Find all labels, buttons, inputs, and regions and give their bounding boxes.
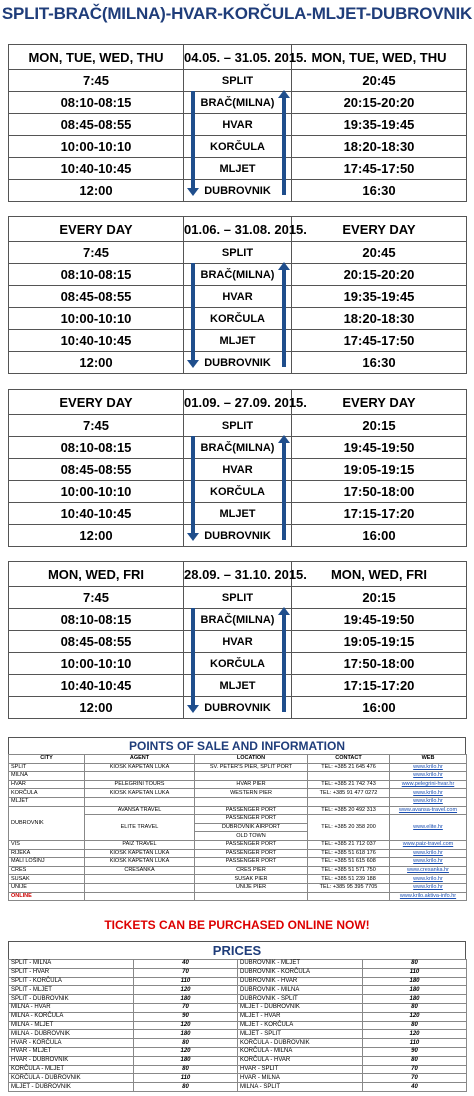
- departure-time: 7:45: [9, 415, 184, 437]
- departure-time: 12:00: [9, 180, 184, 202]
- departure-time: 10:00-10:10: [9, 481, 184, 503]
- price: 180: [134, 1056, 238, 1065]
- pos-city: SUSAK: [9, 875, 85, 884]
- schedule-row: [9, 352, 467, 374]
- days-outbound: MON, TUE, WED, THU: [9, 45, 184, 70]
- route: MLJET - KORČULA: [238, 1021, 363, 1030]
- departure-time: 7:45: [9, 242, 184, 264]
- price: 180: [363, 995, 467, 1004]
- pos-city: MLJET: [9, 797, 85, 806]
- days-return: EVERY DAY: [292, 217, 467, 242]
- station: HVAR: [184, 631, 292, 653]
- arrow-up-icon: [282, 614, 286, 712]
- arrow-down-icon: [191, 91, 195, 189]
- station: MLJET: [184, 158, 292, 180]
- schedule-row: [9, 136, 467, 158]
- route: DUBROVNIK - KORČULA: [238, 968, 363, 977]
- station: KORČULA: [184, 136, 292, 158]
- price: 80: [363, 1021, 467, 1030]
- pos-row: [9, 892, 467, 901]
- schedule-row: [9, 587, 467, 609]
- pos-web-link[interactable]: www.krilo.hr: [390, 797, 467, 806]
- pos-contact: [308, 797, 390, 806]
- schedule-row: [9, 330, 467, 352]
- pos-location: PASSENGER PORT: [195, 849, 308, 858]
- route: SPLIT - DUBROVNIK: [9, 995, 134, 1004]
- pos-contact: [308, 892, 390, 901]
- schedule-row: [9, 415, 467, 437]
- return-time: 17:45-17:50: [292, 158, 467, 180]
- station: MLJET: [184, 675, 292, 697]
- schedule-row: [9, 459, 467, 481]
- pos-row: [9, 772, 467, 781]
- pos-web-link[interactable]: www.elite.hr: [390, 815, 467, 841]
- route: KORČULA - HVAR: [238, 1056, 363, 1065]
- route: MLJET - SPLIT: [238, 1030, 363, 1039]
- price: 180: [363, 977, 467, 986]
- route: DUBROVNIK - SPLIT: [238, 995, 363, 1004]
- departure-time: 10:00-10:10: [9, 308, 184, 330]
- price: 80: [363, 1003, 467, 1012]
- pos-location: SV. PETER'S PIER, SPLIT PORT: [195, 763, 308, 772]
- pos-web-link[interactable]: www.krilo.hr: [390, 789, 467, 798]
- price: 110: [134, 977, 238, 986]
- days-outbound: EVERY DAY: [9, 390, 184, 415]
- schedule-row: [9, 481, 467, 503]
- return-time: 17:50-18:00: [292, 481, 467, 503]
- pos-web-link[interactable]: www.krilo.hr: [390, 849, 467, 858]
- route: MILNA - SPLIT: [238, 1083, 363, 1092]
- price: 70: [134, 968, 238, 977]
- price: 180: [134, 1030, 238, 1039]
- pos-agent: [85, 883, 195, 892]
- pos-web-link[interactable]: www.avansa-travel.com: [390, 806, 467, 815]
- schedule-table: [8, 561, 467, 719]
- schedule-row: [9, 158, 467, 180]
- days-return: MON, WED, FRI: [292, 562, 467, 587]
- return-time: 19:45-19:50: [292, 437, 467, 459]
- route: SPLIT - KORČULA: [9, 977, 134, 986]
- pos-header-row: [9, 755, 467, 764]
- pos-row: [9, 858, 467, 867]
- return-time: 16:30: [292, 180, 467, 202]
- departure-time: 10:00-10:10: [9, 136, 184, 158]
- route: MLJET - DUBROVNIK: [9, 1083, 134, 1092]
- pos-web-link[interactable]: www.pelegrini-hvar.hr: [390, 780, 467, 789]
- pos-city: VIS: [9, 840, 85, 849]
- pos-web-link[interactable]: www.krilo.hr: [390, 883, 467, 892]
- station: BRAČ(MILNA): [184, 609, 292, 631]
- pos-row: [9, 849, 467, 858]
- days-return: EVERY DAY: [292, 390, 467, 415]
- station: BRAČ(MILNA): [184, 437, 292, 459]
- route: SPLIT - MILNA: [9, 960, 134, 969]
- pos-city: HVAR: [9, 780, 85, 789]
- points-of-sale-title: POINTS OF SALE AND INFORMATION: [8, 737, 466, 754]
- pos-agent: KIOSK KAPETAN LUKA: [85, 789, 195, 798]
- schedule-row: [9, 286, 467, 308]
- route: KORČULA - MLJET: [9, 1065, 134, 1074]
- pos-row: [9, 797, 467, 806]
- days-outbound: EVERY DAY: [9, 217, 184, 242]
- pos-web-link[interactable]: www.krilo.hr: [390, 875, 467, 884]
- return-time: 17:15-17:20: [292, 503, 467, 525]
- return-time: 16:00: [292, 525, 467, 547]
- station: MLJET: [184, 330, 292, 352]
- price: 110: [363, 1039, 467, 1048]
- schedule-row: [9, 631, 467, 653]
- price: 70: [363, 1065, 467, 1074]
- pos-agent: [85, 875, 195, 884]
- return-time: 19:35-19:45: [292, 286, 467, 308]
- route: MILNA - MLJET: [9, 1021, 134, 1030]
- pos-agent: KIOSK KAPETAN LUKA: [85, 849, 195, 858]
- route: KORČULA - MILNA: [238, 1047, 363, 1056]
- pos-row: [9, 763, 467, 772]
- pos-contact: TEL: +385 21 742 743: [308, 780, 390, 789]
- pos-city: CRES: [9, 866, 85, 875]
- station: BRAČ(MILNA): [184, 264, 292, 286]
- schedule-row: [9, 180, 467, 202]
- arrow-up-icon: [282, 442, 286, 540]
- points-of-sale-table: [8, 754, 467, 901]
- route: DUBROVNIK - MILNA: [238, 986, 363, 995]
- pos-web-link[interactable]: www.cresanka.hr: [390, 866, 467, 875]
- pos-web-link[interactable]: www.paiz-travel.com: [390, 840, 467, 849]
- price: 90: [134, 1012, 238, 1021]
- price-row: [9, 1003, 467, 1012]
- route: KORČULA - DUBROVNIK: [238, 1039, 363, 1048]
- price-row: [9, 995, 467, 1004]
- route: DUBROVNIK - MLJET: [238, 960, 363, 969]
- pos-agent: PAIZ TRAVEL: [85, 840, 195, 849]
- pos-row: [9, 789, 467, 798]
- pos-row: [9, 780, 467, 789]
- price: 110: [134, 1074, 238, 1083]
- schedule-table: [8, 389, 467, 547]
- pos-city: UNIJE: [9, 883, 85, 892]
- arrow-down-icon: [191, 608, 195, 706]
- schedule-row: [9, 653, 467, 675]
- pos-web-link[interactable]: www.krilo.hr: [390, 772, 467, 781]
- route: DUBROVNIK - HVAR: [238, 977, 363, 986]
- price: 80: [363, 960, 467, 969]
- station: DUBROVNIK: [184, 525, 292, 547]
- return-time: 20:15: [292, 587, 467, 609]
- schedule-table: [8, 216, 467, 374]
- price: 120: [134, 1021, 238, 1030]
- departure-time: 12:00: [9, 697, 184, 719]
- departure-time: 08:10-08:15: [9, 609, 184, 631]
- prices-table: [8, 959, 467, 1092]
- points-of-sale: [8, 737, 466, 901]
- price-row: [9, 977, 467, 986]
- pos-row: [9, 866, 467, 875]
- period: 01.09. – 27.09. 2015.: [184, 390, 292, 415]
- departure-time: 08:45-08:55: [9, 286, 184, 308]
- pos-contact: TEL: +385 20 492 313: [308, 806, 390, 815]
- pos-web-link[interactable]: www.krilo.aktiva-info.hr: [390, 892, 467, 901]
- schedule-row: [9, 697, 467, 719]
- price-row: [9, 1030, 467, 1039]
- pos-location: PASSENGER PORT: [195, 840, 308, 849]
- price: 70: [134, 1003, 238, 1012]
- price: 120: [363, 1030, 467, 1039]
- period: 01.06. – 31.08. 2015.: [184, 217, 292, 242]
- schedule-row: [9, 503, 467, 525]
- pos-location: OLD TOWN: [195, 832, 308, 841]
- prices-title: PRICES: [8, 941, 466, 959]
- price-row: [9, 1056, 467, 1065]
- route: SPLIT - HVAR: [9, 968, 134, 977]
- return-time: 18:20-18:30: [292, 136, 467, 158]
- pos-city: MALI LOŠINJ: [9, 858, 85, 867]
- pos-location: PASSENGER PORT: [195, 815, 308, 824]
- pos-location: CRES PIER: [195, 866, 308, 875]
- pos-city: RIJEKA: [9, 849, 85, 858]
- price-row: [9, 960, 467, 969]
- departure-time: 12:00: [9, 525, 184, 547]
- departure-time: 08:45-08:55: [9, 459, 184, 481]
- pos-location: PASSENGER PORT: [195, 858, 308, 867]
- route: HVAR - KORČULA: [9, 1039, 134, 1048]
- price: 110: [363, 968, 467, 977]
- route: MILNA - DUBROVNIK: [9, 1030, 134, 1039]
- price: 120: [134, 1047, 238, 1056]
- return-time: 16:00: [292, 697, 467, 719]
- pos-location: PASSENGER PORT: [195, 806, 308, 815]
- departure-time: 08:45-08:55: [9, 114, 184, 136]
- price-row: [9, 1074, 467, 1083]
- price: 120: [363, 1012, 467, 1021]
- price-row: [9, 1083, 467, 1092]
- pos-agent: ELITE TRAVEL: [85, 815, 195, 841]
- arrow-up-icon: [282, 97, 286, 195]
- station: SPLIT: [184, 415, 292, 437]
- pos-agent: PELEGRINI TOURS: [85, 780, 195, 789]
- departure-time: 12:00: [9, 352, 184, 374]
- station: MLJET: [184, 503, 292, 525]
- pos-city-online: ONLINE: [9, 892, 85, 901]
- schedule-row: [9, 609, 467, 631]
- period: 04.05. – 31.05. 2015.: [184, 45, 292, 70]
- price: 40: [134, 960, 238, 969]
- return-time: 19:45-19:50: [292, 609, 467, 631]
- schedule-row: [9, 114, 467, 136]
- pos-header: CITY: [9, 755, 85, 764]
- price: 180: [363, 986, 467, 995]
- station: HVAR: [184, 286, 292, 308]
- return-time: 17:45-17:50: [292, 330, 467, 352]
- pos-header: LOCATION: [195, 755, 308, 764]
- pos-location: DUBROVNIK AIRPORT: [195, 823, 308, 832]
- departure-time: 08:45-08:55: [9, 631, 184, 653]
- price: 80: [134, 1065, 238, 1074]
- departure-time: 7:45: [9, 70, 184, 92]
- return-time: 19:05-19:15: [292, 631, 467, 653]
- schedule-row: [9, 70, 467, 92]
- pos-contact: TEL: +385 95 395 7705: [308, 883, 390, 892]
- price-row: [9, 1012, 467, 1021]
- pos-location: [195, 797, 308, 806]
- price: 80: [363, 1056, 467, 1065]
- departure-time: 10:40-10:45: [9, 330, 184, 352]
- online-message: TICKETS CAN BE PURCHASED ONLINE NOW!: [104, 918, 370, 932]
- pos-agent: AVANSA TRAVEL: [85, 806, 195, 815]
- pos-location: [195, 892, 308, 901]
- pos-row: [9, 840, 467, 849]
- return-time: 20:45: [292, 242, 467, 264]
- pos-contact: [308, 772, 390, 781]
- pos-contact: TEL: +385 20 358 200: [308, 815, 390, 841]
- pos-agent: KIOSK KAPETAN LUKA: [85, 763, 195, 772]
- pos-agent: [85, 892, 195, 901]
- days-return: MON, TUE, WED, THU: [292, 45, 467, 70]
- price: 90: [363, 1047, 467, 1056]
- pos-city: MILNA: [9, 772, 85, 781]
- pos-city: SPLIT: [9, 763, 85, 772]
- price-row: [9, 986, 467, 995]
- prices-section: [8, 941, 466, 1092]
- pos-location: UNIJE PIER: [195, 883, 308, 892]
- pos-contact: TEL: +385 91 477 0272: [308, 789, 390, 798]
- route: MLJET - DUBROVNIK: [238, 1003, 363, 1012]
- pos-contact: TEL: +385 21 645 476: [308, 763, 390, 772]
- price-row: [9, 1039, 467, 1048]
- departure-time: 7:45: [9, 587, 184, 609]
- price-row: [9, 1047, 467, 1056]
- pos-contact: TEL: +385 51 615 608: [308, 858, 390, 867]
- pos-city: KORČULA: [9, 789, 85, 798]
- route: KORČULA - DUBROVNIK: [9, 1074, 134, 1083]
- return-time: 20:15-20:20: [292, 264, 467, 286]
- price: 80: [134, 1083, 238, 1092]
- schedule-row: [9, 437, 467, 459]
- return-time: 20:15: [292, 415, 467, 437]
- pos-agent: [85, 797, 195, 806]
- station: SPLIT: [184, 70, 292, 92]
- price-row: [9, 1021, 467, 1030]
- schedule-row: [9, 675, 467, 697]
- pos-contact: TEL: +385 21 712 037: [308, 840, 390, 849]
- pos-header: AGENT: [85, 755, 195, 764]
- departure-time: 08:10-08:15: [9, 437, 184, 459]
- pos-contact: TEL: +385 51 239 188: [308, 875, 390, 884]
- return-time: 17:15-17:20: [292, 675, 467, 697]
- station: SPLIT: [184, 587, 292, 609]
- pos-header: WEB: [390, 755, 467, 764]
- price-row: [9, 968, 467, 977]
- pos-location: WESTERN PIER: [195, 789, 308, 798]
- price: 80: [134, 1039, 238, 1048]
- return-time: 20:15-20:20: [292, 92, 467, 114]
- pos-row: [9, 875, 467, 884]
- arrow-down-icon: [191, 436, 195, 534]
- station: BRAČ(MILNA): [184, 92, 292, 114]
- return-time: 19:05-19:15: [292, 459, 467, 481]
- route: HVAR - MILNA: [238, 1074, 363, 1083]
- station: KORČULA: [184, 308, 292, 330]
- departure-time: 08:10-08:15: [9, 264, 184, 286]
- station: KORČULA: [184, 481, 292, 503]
- price-row: [9, 1065, 467, 1074]
- arrow-up-icon: [282, 269, 286, 367]
- departure-time: 10:00-10:10: [9, 653, 184, 675]
- return-time: 19:35-19:45: [292, 114, 467, 136]
- return-time: 18:20-18:30: [292, 308, 467, 330]
- period: 28.09. – 31.10. 2015.: [184, 562, 292, 587]
- pos-contact: TEL: +385 51 618 176: [308, 849, 390, 858]
- pos-agent: KIOSK KAPETAN LUKA: [85, 858, 195, 867]
- station: KORČULA: [184, 653, 292, 675]
- route: HVAR - SPLIT: [238, 1065, 363, 1074]
- days-outbound: MON, WED, FRI: [9, 562, 184, 587]
- route: HVAR - MLJET: [9, 1047, 134, 1056]
- pos-location: SUSAK PIER: [195, 875, 308, 884]
- pos-row: [9, 806, 467, 815]
- departure-time: 08:10-08:15: [9, 92, 184, 114]
- price: 40: [363, 1083, 467, 1092]
- price: 70: [363, 1074, 467, 1083]
- pos-web-link[interactable]: www.krilo.hr: [390, 858, 467, 867]
- pos-contact: TEL: +385 51 571 750: [308, 866, 390, 875]
- station: HVAR: [184, 459, 292, 481]
- schedule-row: [9, 242, 467, 264]
- station: HVAR: [184, 114, 292, 136]
- pos-location: HVAR PIER: [195, 780, 308, 789]
- pos-city: DUBROVNIK: [9, 806, 85, 840]
- route: HVAR - DUBROVNIK: [9, 1056, 134, 1065]
- route: MILNA - HVAR: [9, 1003, 134, 1012]
- return-time: 17:50-18:00: [292, 653, 467, 675]
- price: 180: [134, 995, 238, 1004]
- arrow-down-icon: [191, 263, 195, 361]
- station: SPLIT: [184, 242, 292, 264]
- pos-agent: [85, 772, 195, 781]
- pos-web-link[interactable]: www.krilo.hr: [390, 763, 467, 772]
- station: DUBROVNIK: [184, 352, 292, 374]
- departure-time: 10:40-10:45: [9, 158, 184, 180]
- page-title: SPLIT-BRAČ(MILNA)-HVAR-KORČULA-MLJET-DUBROVNIK: [1, 4, 473, 23]
- schedule-row: [9, 264, 467, 286]
- schedule-row: [9, 525, 467, 547]
- route: SPLIT - MLJET: [9, 986, 134, 995]
- return-time: 16:30: [292, 352, 467, 374]
- pos-row: [9, 883, 467, 892]
- route: MLJET - HVAR: [238, 1012, 363, 1021]
- station: DUBROVNIK: [184, 697, 292, 719]
- departure-time: 10:40-10:45: [9, 675, 184, 697]
- schedule-row: [9, 92, 467, 114]
- departure-time: 10:40-10:45: [9, 503, 184, 525]
- pos-agent: CRESANKA: [85, 866, 195, 875]
- schedule-table: [8, 44, 467, 202]
- schedule-row: [9, 308, 467, 330]
- route: MILNA - KORČULA: [9, 1012, 134, 1021]
- return-time: 20:45: [292, 70, 467, 92]
- pos-location: [195, 772, 308, 781]
- price: 120: [134, 986, 238, 995]
- station: DUBROVNIK: [184, 180, 292, 202]
- pos-header: CONTACT: [308, 755, 390, 764]
